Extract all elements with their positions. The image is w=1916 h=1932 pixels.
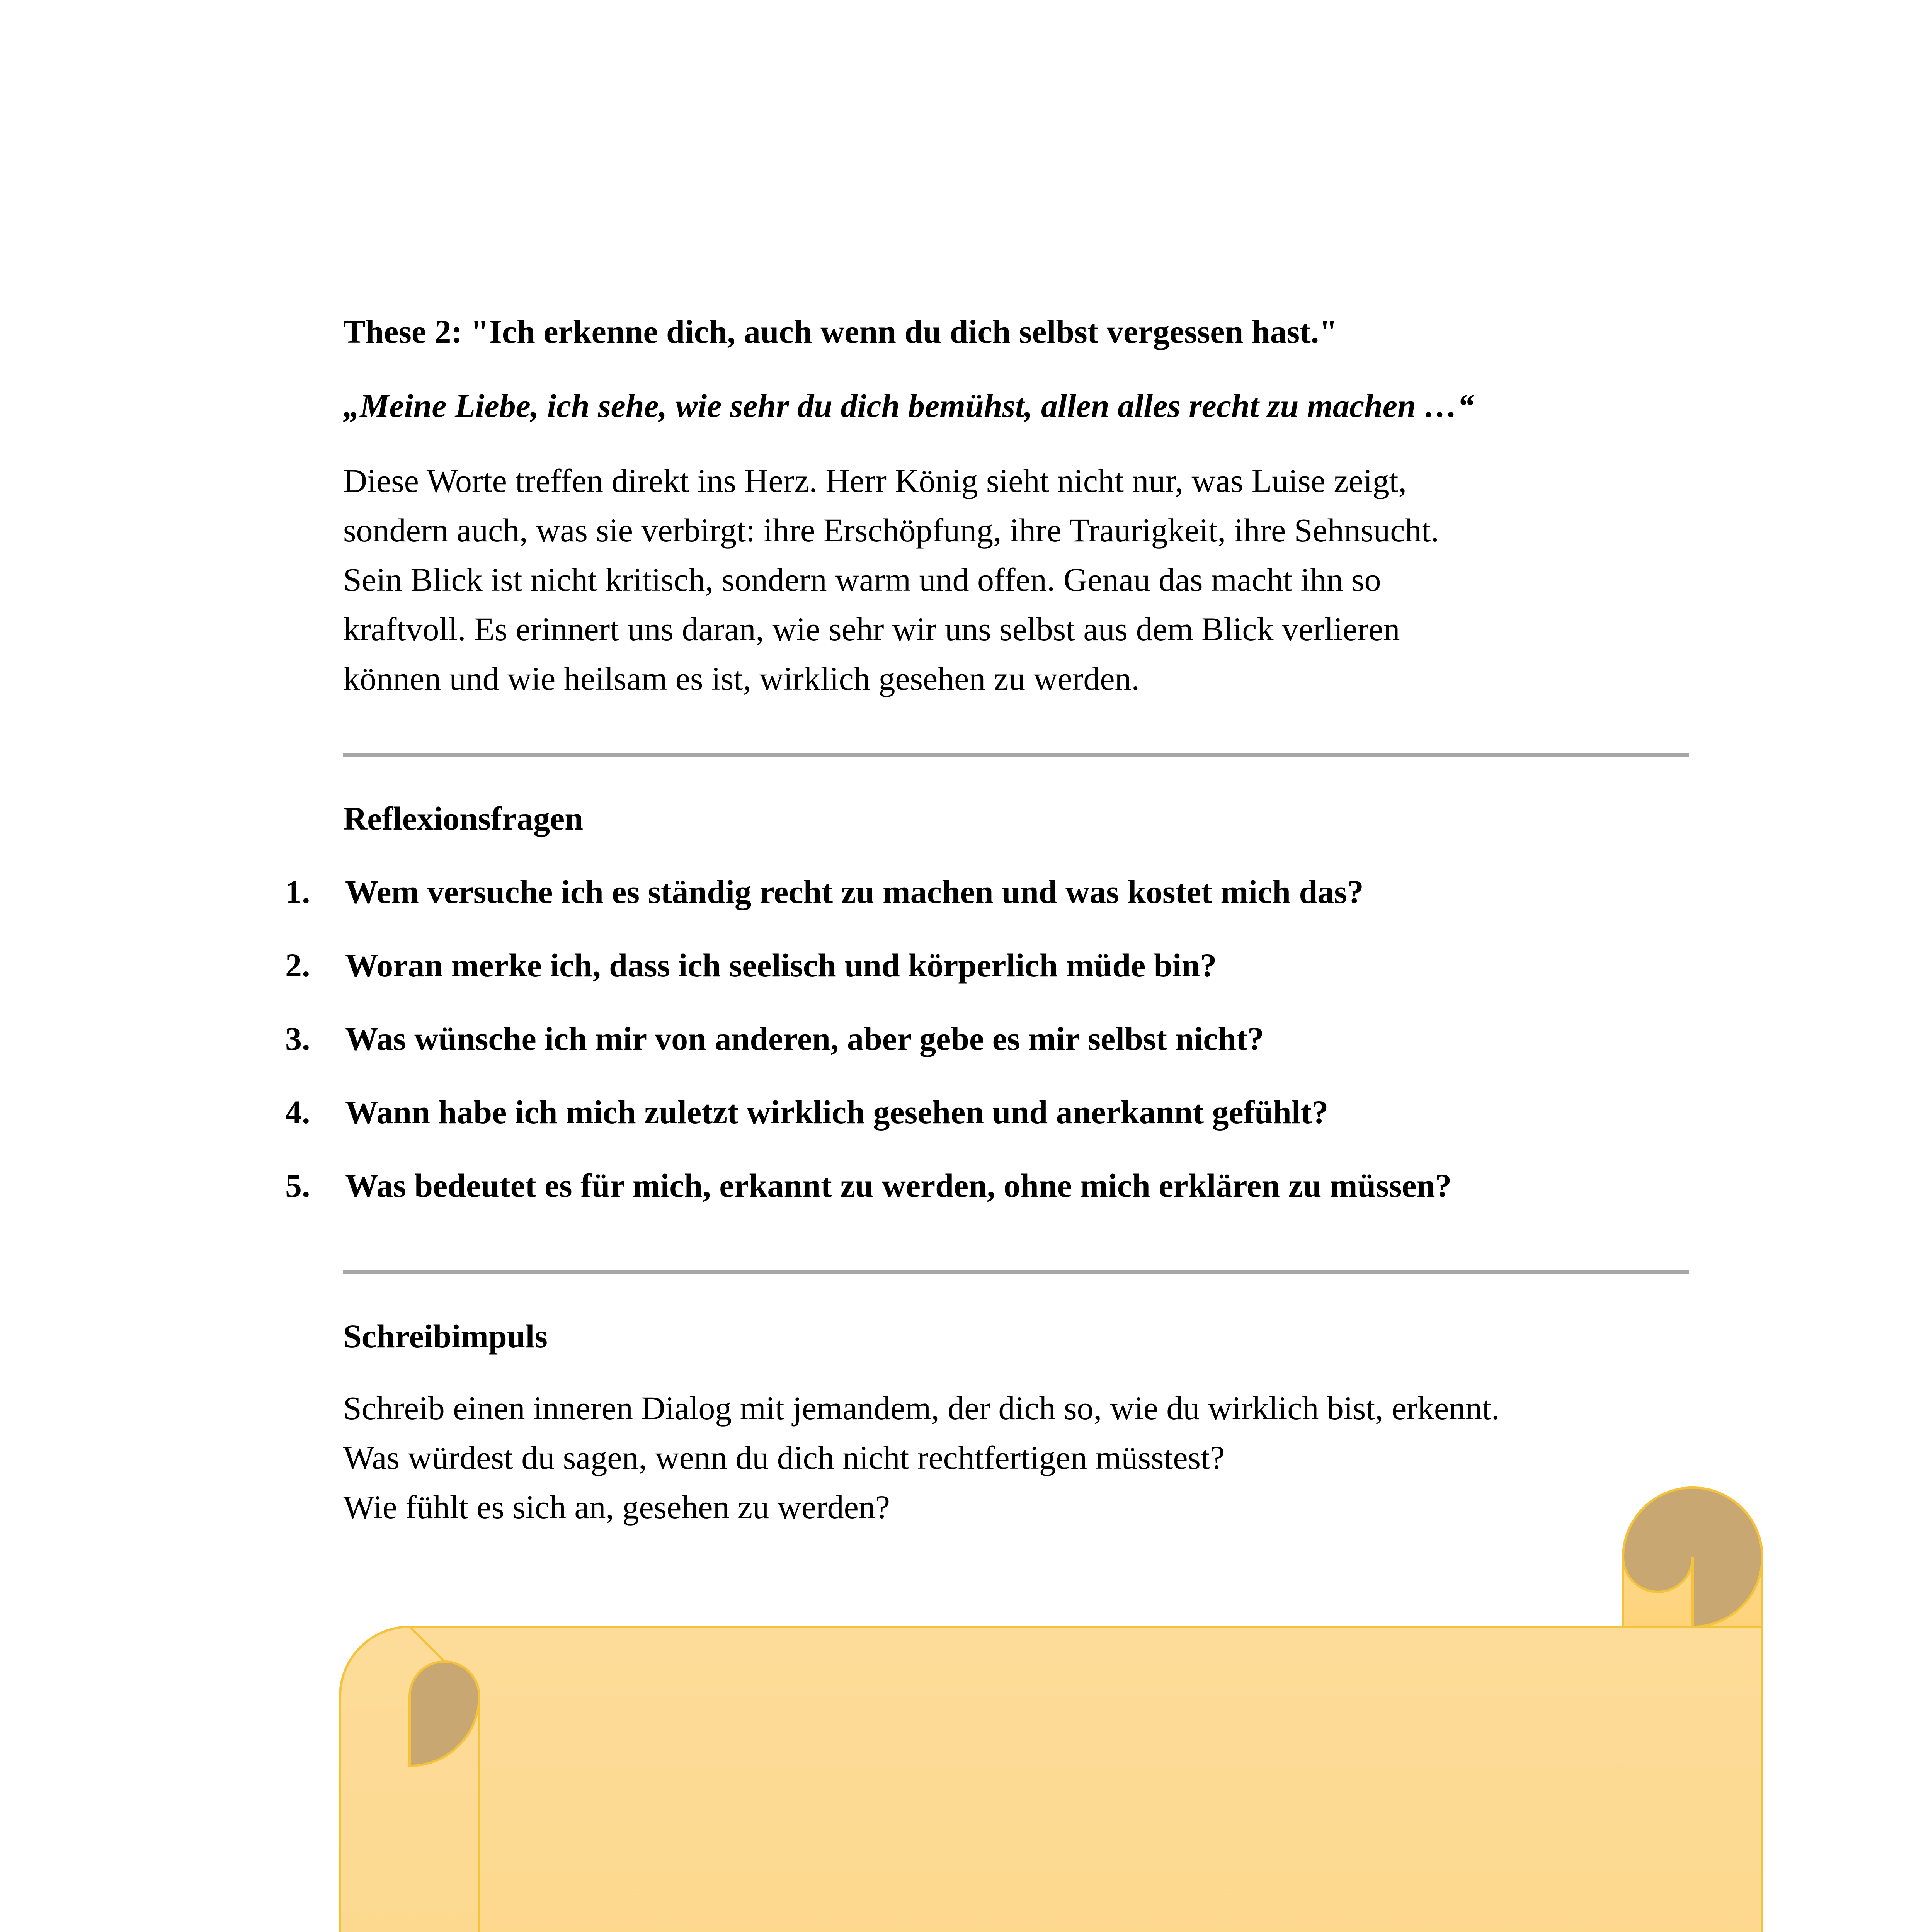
question-text: Woran merke ich, dass ich seelisch und körperlich müde bin? [345,947,1217,984]
scroll-sheet [410,1627,1762,1932]
paragraph-line: Diese Worte treffen direkt ins Herz. Herr König sieht nicht nur, was Luise zeigt, [343,462,1407,499]
reflection-title: Reflexionsfragen [343,800,583,837]
question-number: 5. [285,1167,310,1204]
writing-title: Schreibimpuls [343,1318,548,1355]
question-text: Wem versuche ich es ständig recht zu machen und was kostet mich das? [345,873,1364,910]
prompt-line: Schreib einen inneren Dialog mit jemandem, der dich so, wie du wirklich bist, erkennt. [343,1389,1500,1427]
section-quote: „Meine Liebe, ich sehe, wie sehr du dich bemühst, allen alles recht zu machen …“ [343,387,1474,424]
question-text: Wann habe ich mich zuletzt wirklich gesehen und anerkannt gefühlt? [345,1094,1329,1131]
prompt-line: Wie fühlt es sich an, gesehen zu werden? [343,1488,890,1526]
question-number: 2. [285,947,310,984]
prompt-line: Was würdest du sagen, wenn du dich nicht rechtfertigen müsstest? [343,1439,1225,1476]
paragraph-line: Sein Blick ist nicht kritisch, sondern warm und offen. Genau das macht ihn so [343,561,1381,598]
section-title: These 2: "Ich erkenne dich, auch wenn du dich selbst vergessen hast." [343,313,1337,350]
paragraph-line: sondern auch, was sie verbirgt: ihre Erschöpfung, ihre Traurigkeit, ihre Sehnsucht. [343,512,1439,549]
paragraph-line: können und wie heilsam es ist, wirklich gesehen zu werden. [343,660,1140,697]
question-text: Was bedeutet es für mich, erkannt zu werden, ohne mich erklären zu müssen? [345,1167,1452,1204]
question-number: 1. [285,873,310,910]
paragraph-line: kraftvoll. Es erinnert uns daran, wie sehr wir uns selbst aus dem Blick verlieren [343,611,1400,648]
question-text: Was wünsche ich mir von anderen, aber gebe es mir selbst nicht? [345,1020,1264,1057]
question-number: 4. [285,1094,310,1131]
question-number: 3. [285,1020,310,1057]
